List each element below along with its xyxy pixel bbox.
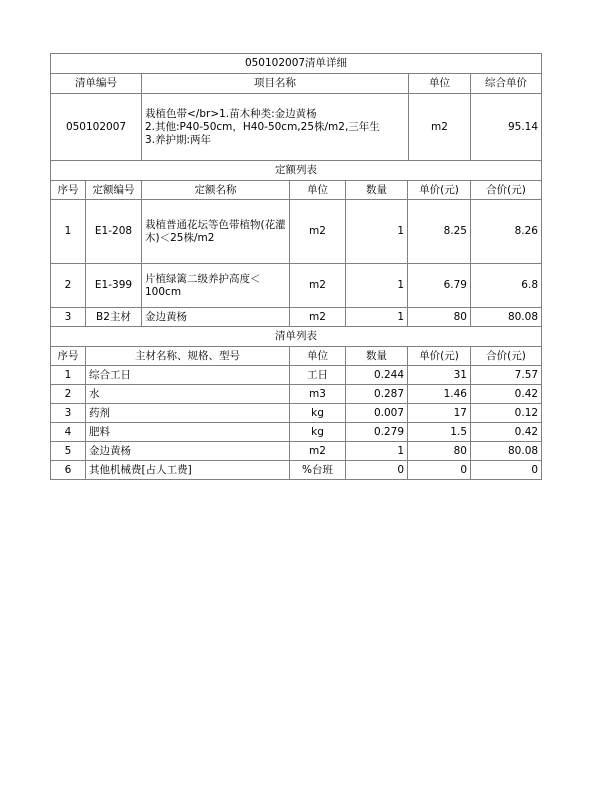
list-no: 4 [51, 423, 86, 442]
bill-code: 050102007 [51, 94, 142, 161]
list-qty-header: 数量 [346, 347, 408, 366]
table-row [51, 308, 542, 327]
quota-no: 3 [51, 308, 86, 327]
list-unit-price-header: 单价(元) [408, 347, 471, 366]
list-unit-price: 0 [408, 461, 471, 480]
list-unit-price: 1.5 [408, 423, 471, 442]
quota-section-title: 定额列表 [51, 161, 542, 181]
quota-no: 1 [51, 200, 86, 264]
list-name: 药剂 [86, 404, 290, 423]
list-name: 其他机械费[占人工费] [86, 461, 290, 480]
quota-name: 栽植普通花坛等色带植物(花灌木)＜25株/m2 [142, 200, 290, 264]
list-qty: 0 [346, 461, 408, 480]
quota-qty-header: 数量 [346, 181, 408, 200]
list-name: 综合工日 [86, 366, 290, 385]
quota-unit: m2 [290, 264, 346, 308]
list-qty: 0.287 [346, 385, 408, 404]
list-unit: %台班 [290, 461, 346, 480]
quota-name: 片植绿篱二级养护高度＜100cm [142, 264, 290, 308]
table-row [51, 366, 542, 385]
quota-unit-header: 单位 [290, 181, 346, 200]
list-no: 5 [51, 442, 86, 461]
quota-no-header: 序号 [51, 181, 86, 200]
quota-name-header: 定额名称 [142, 181, 290, 200]
list-unit: m3 [290, 385, 346, 404]
list-total-header: 合价(元) [471, 347, 542, 366]
quota-unit-price-header: 单价(元) [408, 181, 471, 200]
quota-code-header: 定额编号 [86, 181, 142, 200]
table-row [51, 200, 542, 264]
list-qty: 0.007 [346, 404, 408, 423]
quota-unit: m2 [290, 308, 346, 327]
list-unit-header: 单位 [290, 347, 346, 366]
list-no-header: 序号 [51, 347, 86, 366]
quota-total: 8.26 [471, 200, 542, 264]
bill-desc-line: 栽植色带</br>1.苗木种类:金边黄杨 [145, 107, 317, 120]
list-name-header: 主材名称、规格、型号 [86, 347, 290, 366]
table-row [51, 264, 542, 308]
bill-description [142, 94, 409, 161]
quota-qty: 1 [346, 200, 408, 264]
table-row [51, 404, 542, 423]
list-unit-price: 1.46 [408, 385, 471, 404]
quota-unit-price: 80 [408, 308, 471, 327]
bill-unit: m2 [409, 94, 471, 161]
list-unit: 工日 [290, 366, 346, 385]
sheet-title: 050102007清单详细 [51, 54, 542, 74]
quota-unit-price: 6.79 [408, 264, 471, 308]
list-unit: kg [290, 404, 346, 423]
list-qty: 0.244 [346, 366, 408, 385]
list-name: 肥料 [86, 423, 290, 442]
quota-qty: 1 [346, 308, 408, 327]
list-total: 80.08 [471, 442, 542, 461]
list-no: 6 [51, 461, 86, 480]
bill-detail-sheet [50, 53, 541, 480]
quota-total: 6.8 [471, 264, 542, 308]
list-unit: kg [290, 423, 346, 442]
quota-total-header: 合价(元) [471, 181, 542, 200]
bill-code-header: 清单编号 [51, 74, 142, 94]
table-row [51, 442, 542, 461]
list-total: 0.42 [471, 423, 542, 442]
bill-desc-line: 2.其他:P40-50cm，H40-50cm,25株/m2,三年生 [145, 120, 380, 133]
list-unit-price: 17 [408, 404, 471, 423]
bill-price-header: 综合单价 [471, 74, 542, 94]
quota-code: E1-208 [86, 200, 142, 264]
table-row [51, 461, 542, 480]
quota-unit: m2 [290, 200, 346, 264]
quota-total: 80.08 [471, 308, 542, 327]
list-no: 1 [51, 366, 86, 385]
quota-code: B2主材 [86, 308, 142, 327]
quota-qty: 1 [346, 264, 408, 308]
list-name: 水 [86, 385, 290, 404]
list-name: 金边黄杨 [86, 442, 290, 461]
list-total: 0.42 [471, 385, 542, 404]
quota-unit-price: 8.25 [408, 200, 471, 264]
quota-code: E1-399 [86, 264, 142, 308]
bill-unit-header: 单位 [409, 74, 471, 94]
list-section-title: 清单列表 [51, 327, 542, 347]
list-unit-price: 31 [408, 366, 471, 385]
table-row [51, 423, 542, 442]
list-total: 0.12 [471, 404, 542, 423]
list-no: 2 [51, 385, 86, 404]
material-table [50, 326, 542, 480]
list-qty: 1 [346, 442, 408, 461]
list-no: 3 [51, 404, 86, 423]
bill-price: 95.14 [471, 94, 542, 161]
quota-no: 2 [51, 264, 86, 308]
list-total: 7.57 [471, 366, 542, 385]
list-unit-price: 80 [408, 442, 471, 461]
quota-name: 金边黄杨 [142, 308, 290, 327]
bill-desc-line: 3.养护期:两年 [145, 133, 212, 146]
bill-table [50, 53, 542, 161]
list-unit: m2 [290, 442, 346, 461]
list-qty: 0.279 [346, 423, 408, 442]
quota-table [50, 160, 542, 327]
bill-name-header: 项目名称 [142, 74, 409, 94]
list-total: 0 [471, 461, 542, 480]
table-row [51, 385, 542, 404]
